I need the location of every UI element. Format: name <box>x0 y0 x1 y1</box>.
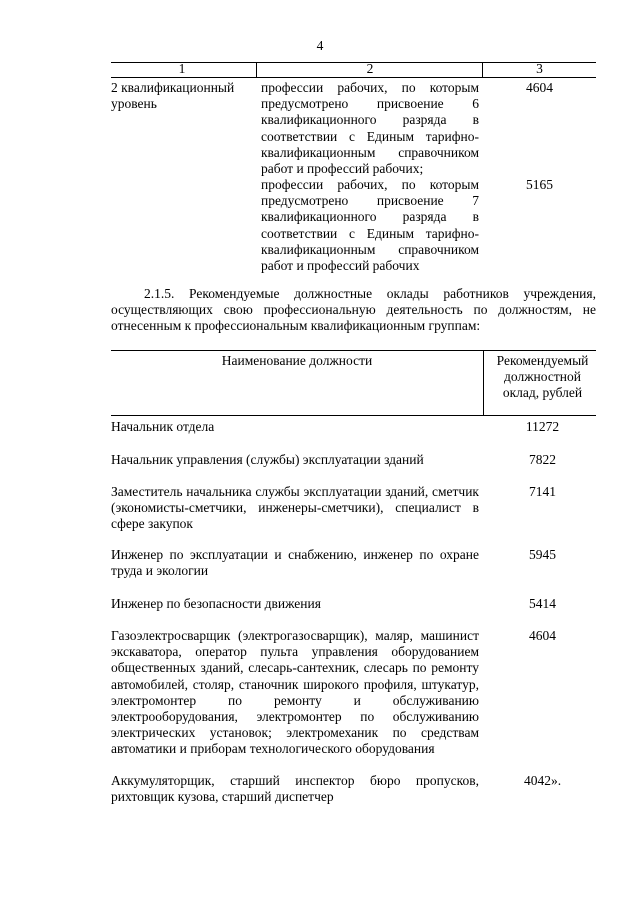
table-row <box>111 78 596 274</box>
column-header-3: 3 <box>536 61 543 76</box>
column-divider <box>483 351 484 415</box>
column-header-1: 1 <box>178 61 186 76</box>
position-name: Заместитель начальника службы эксплуатации зданий, сметчик (экономисты-сметчики, инженеры-сметчики), специалист в сфере закупок <box>111 484 479 532</box>
position-name: Начальник управления (службы) эксплуатации зданий <box>111 452 424 467</box>
qualification-level: 2 квалификационный уровень <box>111 80 235 112</box>
position-name-header: Наименование должности <box>221 353 373 368</box>
position-name: Инженер по эксплуатации и снабжению, инженер по охране труда и экологии <box>111 547 479 579</box>
salary-value: 5945 <box>529 547 556 562</box>
position-name: Газоэлектросварщик (электрогазосварщик), маляр, машинист экскаватора, оператор пульта управления оборудованием общественных зданий, слесарь-сантехник, слесарь по ремонту автомобилей, столяр, станочник широкого профиля, штукатур, электромонтер по ремонту и обслуживанию электрооборудования, электромонтер по обслуживанию электрических установок; электромеханик по средствам автоматики и приборам технологического оборудования <box>111 628 479 757</box>
salary-value: 7141 <box>529 484 556 499</box>
table-header-row <box>111 62 596 78</box>
salary-value: 4604 <box>529 628 556 643</box>
table-header-row <box>111 350 596 416</box>
positions-table <box>111 350 596 805</box>
salary-value: 11272 <box>525 419 560 434</box>
qualification-table <box>111 62 596 274</box>
page-number: 4 <box>316 38 324 53</box>
profession-description: профессии рабочих, по которым предусмотрено присвоение 7 квалификационного разряда в соответствии с Единым тарифно-квалификационным справочником работ и профессий рабочих <box>261 177 479 274</box>
salary-value: 5165 <box>526 177 553 192</box>
column-header-2: 2 <box>366 61 374 76</box>
position-name: Инженер по безопасности движения <box>111 596 321 611</box>
section-paragraph: 2.1.5. Рекомендуемые должностные оклады работников учреждения, осуществляющих свою профессиональную деятельность по должностям, не отнесенным к профессиональным квалификационным группам: <box>111 286 596 334</box>
column-divider <box>256 63 257 77</box>
position-name: Аккумуляторщик, старший инспектор бюро пропусков, рихтовщик кузова, старший диспетчер <box>111 773 479 805</box>
position-name: Начальник отдела <box>111 419 215 434</box>
salary-value: 4042». <box>523 773 562 788</box>
salary-header: Рекомендуемый должностной оклад, рублей <box>496 353 589 401</box>
salary-value: 7822 <box>529 452 556 467</box>
salary-value: 4604 <box>526 80 553 95</box>
profession-description: профессии рабочих, по которым предусмотрено присвоение 6 квалификационного разряда в соответствии с Единым тарифно-квалификационным справочником работ и профессий рабочих; <box>261 80 479 177</box>
salary-value: 5414 <box>529 596 556 611</box>
column-divider <box>482 63 483 77</box>
